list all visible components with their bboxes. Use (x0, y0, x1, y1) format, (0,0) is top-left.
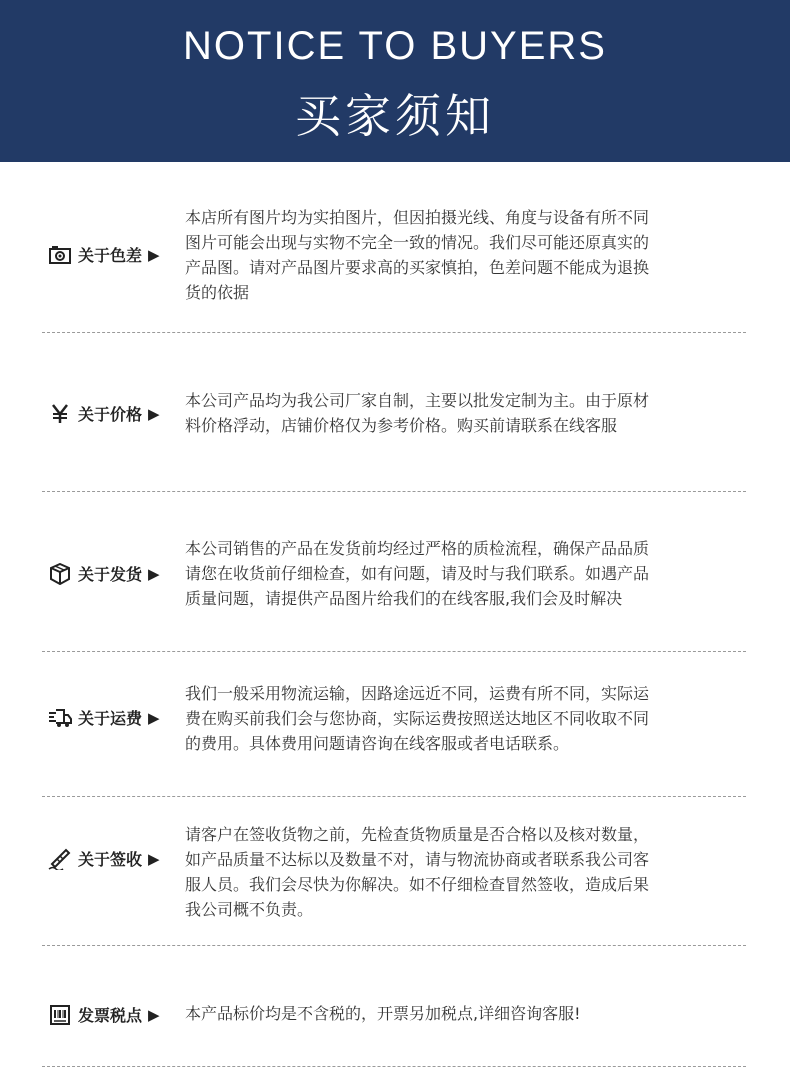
section-desc-shipping (185, 536, 745, 611)
section-label-color (48, 243, 160, 266)
yen-icon (48, 403, 72, 425)
section-label-signing (48, 847, 160, 870)
package-icon (48, 563, 72, 585)
section-label-shipping (48, 562, 160, 585)
section-label-text: 关于价格 (78, 405, 143, 424)
arrow-right-icon: ▶ (148, 564, 160, 583)
section-label-text: 关于色差 (78, 246, 143, 265)
section-desc-freight (185, 681, 745, 756)
page-title-english: NOTICE TO BUYERS (183, 24, 607, 68)
section-label-text: 关于签收 (78, 850, 143, 869)
desc-line: 我们一般采用物流运输，因路途远近不同，运费有所不同，实际运 (185, 684, 650, 703)
arrow-right-icon: ▶ (148, 245, 160, 264)
desc-line: 本店所有图片均为实拍图片，但因拍摄光线、角度与设备有所不同 (185, 208, 650, 227)
arrow-right-icon: ▶ (148, 708, 160, 727)
section-desc-color (185, 205, 745, 305)
desc-line: 产品图。请对产品图片要求高的买家慎拍，色差问题不能成为退换 (185, 258, 650, 277)
section-desc-signing (185, 822, 745, 922)
section-label-price (48, 402, 160, 425)
section-label-text: 关于运费 (78, 709, 143, 728)
section-label-text: 关于发货 (78, 565, 143, 584)
divider (42, 651, 746, 652)
desc-line: 料价格浮动，店铺价格仅为参考价格。购买前请联系在线客服 (185, 416, 618, 435)
divider (42, 945, 746, 946)
desc-line: 请客户在签收货物之前，先检查货物质量是否合格以及核对数量， (185, 825, 650, 844)
section-label-freight (48, 706, 160, 729)
desc-line: 如产品质量不达标以及数量不对，请与物流协商或者联系我公司客 (185, 850, 650, 869)
divider (42, 332, 746, 333)
desc-line: 的费用。具体费用问题请咨询在线客服或者电话联系。 (185, 734, 570, 753)
desc-line: 货的依据 (185, 283, 250, 302)
truck-icon (48, 707, 72, 729)
desc-line: 请您在收货前仔细检查，如有问题，请及时与我们联系。如遇产品 (185, 564, 650, 583)
section-desc-invoice (185, 1001, 745, 1026)
divider (42, 796, 746, 797)
desc-line: 本公司产品均为我公司厂家自制，主要以批发定制为主。由于原材 (185, 391, 650, 410)
desc-line: 图片可能会出现与实物不完全一致的情况。我们尽可能还原真实的 (185, 233, 650, 252)
header-banner (0, 0, 790, 162)
desc-line: 费在购买前我们会与您协商，实际运费按照送达地区不同收取不同 (185, 709, 650, 728)
camera-icon (48, 244, 72, 266)
desc-line: 服人员。我们会尽快为你解决。如不仔细检查冒然签收，造成后果 (185, 875, 650, 894)
desc-line: 本公司销售的产品在发货前均经过严格的质检流程，确保产品品质 (185, 539, 650, 558)
divider (42, 491, 746, 492)
section-label-invoice (48, 1003, 160, 1026)
arrow-right-icon: ▶ (148, 849, 160, 868)
arrow-right-icon: ▶ (148, 1005, 160, 1024)
pen-sign-icon (48, 848, 72, 870)
desc-line: 质量问题，请提供产品图片给我们的在线客服,我们会及时解决 (185, 589, 623, 608)
desc-line: 我公司概不负责。 (185, 900, 314, 919)
desc-line: 本产品标价均是不含税的，开票另加税点,详细咨询客服! (185, 1004, 581, 1023)
invoice-icon (48, 1004, 72, 1026)
section-desc-price (185, 388, 745, 438)
page-title-chinese: 买家须知 (295, 89, 495, 143)
divider (42, 1066, 746, 1067)
section-label-text: 发票税点 (78, 1006, 143, 1025)
arrow-right-icon: ▶ (148, 404, 160, 423)
